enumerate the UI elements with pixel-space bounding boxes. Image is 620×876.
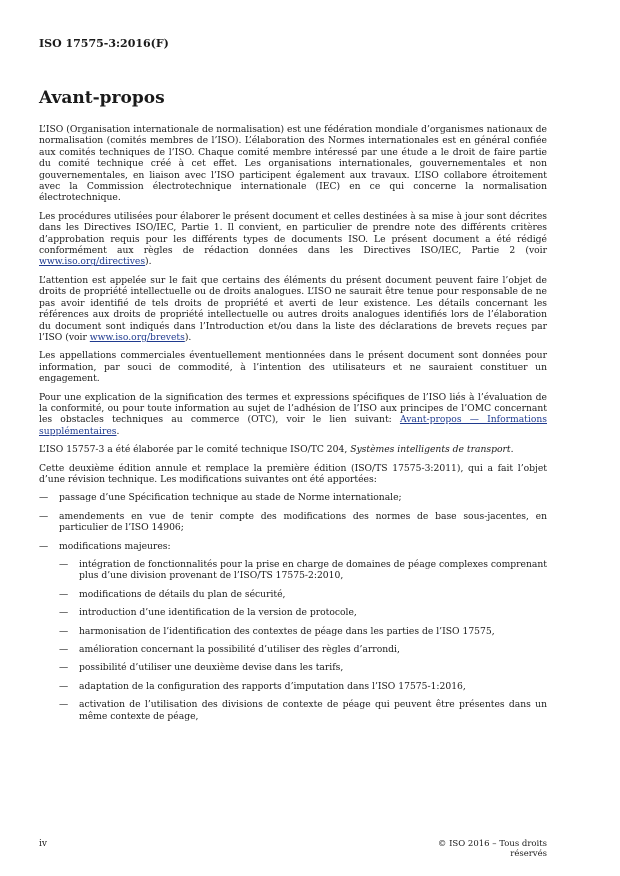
- committee-title: Systèmes intelligents de transport: [350, 444, 511, 456]
- dash-marker: —: [39, 510, 49, 522]
- dash-marker: —: [59, 644, 69, 656]
- document-id: ISO 17575-3:2016(F): [39, 37, 169, 50]
- paragraph-end: ).: [184, 331, 192, 343]
- sublist-item: [59, 644, 547, 655]
- directives-link[interactable]: www.iso.org/directives: [39, 256, 146, 268]
- paragraph-text: Pour une explication de la signification des termes et expressions spécifiques de l’ISO liés à l’évaluation de la conformité, ou pour toute information au sujet de l’adhésion de l’ISO aux principes de l’OMC concernant les obstacles techniques au commerce (OTC), voir le lien suivant:: [39, 391, 547, 426]
- paragraph-text: Les procédures utilisées pour élaborer le présent document et celles destinées à sa mise à jour sont décrites dans les Directives ISO/IEC, Partie 1. Il convient, en particulier de prendre note des différents critères d’approbation requis pour les différents types de documents ISO. Le présent document a été rédigé conformément aux règles de rédaction données dans les Directives ISO/IEC, Partie 2 (voir: [39, 210, 547, 257]
- sublist: [59, 559, 547, 722]
- paragraph-committee: [39, 444, 547, 455]
- paragraph-end: ).: [145, 256, 152, 268]
- dash-marker: —: [59, 680, 69, 692]
- list-item-text: amendements en vue de tenir compte des modifications des normes de base sous-jacentes, en particulier de l’ISO 14906;: [59, 510, 547, 534]
- sublist-item: [59, 559, 547, 582]
- list-item-text: modifications majeures:: [59, 540, 171, 552]
- sublist-item: [59, 607, 547, 618]
- sublist-item: [59, 699, 547, 722]
- copyright-notice: © ISO 2016 – Tous droits réservés: [437, 839, 547, 859]
- paragraph-text: L’attention est appelée sur le fait que certains des éléments du présent document peuvent faire l’objet de droits de propriété intellectuelle ou de droits analogues. L’ISO ne saurait être tenue pour responsable de ne pas avoir identifié de tels droits de propriété et averti de leur existence. Les détails concernant les références aux droits de propriété intellectuelle ou autres droits analogues identifiés lors de l’élaboration du document sont indiqués dans l’Introduction et/ou dans la liste des déclarations de brevets reçues par l’ISO (voir: [39, 274, 547, 343]
- paragraph-trade-names: Les appellations commerciales éventuellement mentionnées dans le présent document sont données pour information, par souci de commodité, à l’intention des utilisateurs et ne sauraient constituer un engagement.: [39, 350, 547, 385]
- dash-marker: —: [39, 540, 49, 552]
- dash-marker: —: [59, 588, 69, 600]
- sublist-item-text: amélioration concernant la possibilité d’utiliser des règles d’arrondi,: [79, 644, 400, 656]
- dash-marker: —: [59, 699, 69, 711]
- paragraph-procedures: [39, 211, 547, 268]
- foreword-body: [39, 124, 547, 729]
- sublist-item-text: possibilité d’utiliser une deuxième devise dans les tarifs,: [79, 662, 344, 674]
- list-item-text: passage d’une Spécification technique au stade de Norme internationale;: [59, 492, 402, 504]
- dash-marker: —: [59, 662, 69, 674]
- dash-marker: —: [59, 625, 69, 637]
- patents-link[interactable]: www.iso.org/brevets: [89, 331, 185, 343]
- paragraph-conformity: [39, 392, 547, 438]
- paragraph-iso-intro: L’ISO (Organisation internationale de normalisation) est une fédération mondiale d’organismes nationaux de normalisation (comités membres de l’ISO). L’élaboration des Normes internationales est en général confiée aux comités techniques de l’ISO. Chaque comité membre intéressé par une étude a le droit de faire partie du comité technique créé à cet effet. Les organisations internationales, gouvernementales et non gouvernementales, en liaison avec l’ISO participent également aux travaux. L’ISO collabore étroitement avec la Commission électrotechnique internationale (IEC) en ce qui concerne la normalisation électrotechnique.: [39, 124, 547, 204]
- paragraph-end: .: [510, 444, 514, 456]
- sublist-item-text: intégration de fonctionnalités pour la prise en charge de domaines de péage complexes comprenant plus d’une division provenant de l’ISO/TS 17575-2:2010,: [79, 559, 547, 582]
- page-number: iv: [39, 839, 47, 849]
- sublist-item-text: modifications de détails du plan de sécurité,: [79, 588, 286, 600]
- paragraph-text: L’ISO 15757-3 a été élaborée par le comité technique ISO/TC 204,: [39, 444, 351, 456]
- sublist-item: [59, 681, 547, 692]
- sublist-item-text: harmonisation de l’identification des contextes de péage dans les parties de l’ISO 17575,: [79, 625, 495, 637]
- sublist-item: [59, 626, 547, 637]
- sublist-item: [59, 662, 547, 673]
- dash-marker: —: [59, 559, 69, 570]
- paragraph-edition: Cette deuxième édition annule et remplace la première édition (ISO/TS 17575-3:2011), qui a fait l’objet d’une révision technique. Les modifications suivantes ont été apportées:: [39, 462, 547, 485]
- list-item: [39, 492, 547, 503]
- sublist-item-text: adaptation de la configuration des rapports d’imputation dans l’ISO 17575-1:2016,: [79, 680, 466, 692]
- page-title: Avant-propos: [39, 88, 165, 108]
- dash-marker: —: [59, 607, 69, 619]
- list-item: [39, 511, 547, 534]
- sublist-item-text: activation de l’utilisation des divisions de contexte de péage qui peuvent être présentes dans un même contexte de péage,: [79, 699, 547, 722]
- paragraph-end: .: [116, 425, 120, 437]
- paragraph-patents: [39, 275, 547, 343]
- list-item: [39, 541, 547, 552]
- foreword-info-link[interactable]: Avant-propos — Informations supplémentaires: [39, 414, 547, 437]
- sublist-item: [59, 589, 547, 600]
- sublist-item-text: introduction d’une identification de la version de protocole,: [79, 607, 357, 619]
- dash-marker: —: [39, 492, 49, 504]
